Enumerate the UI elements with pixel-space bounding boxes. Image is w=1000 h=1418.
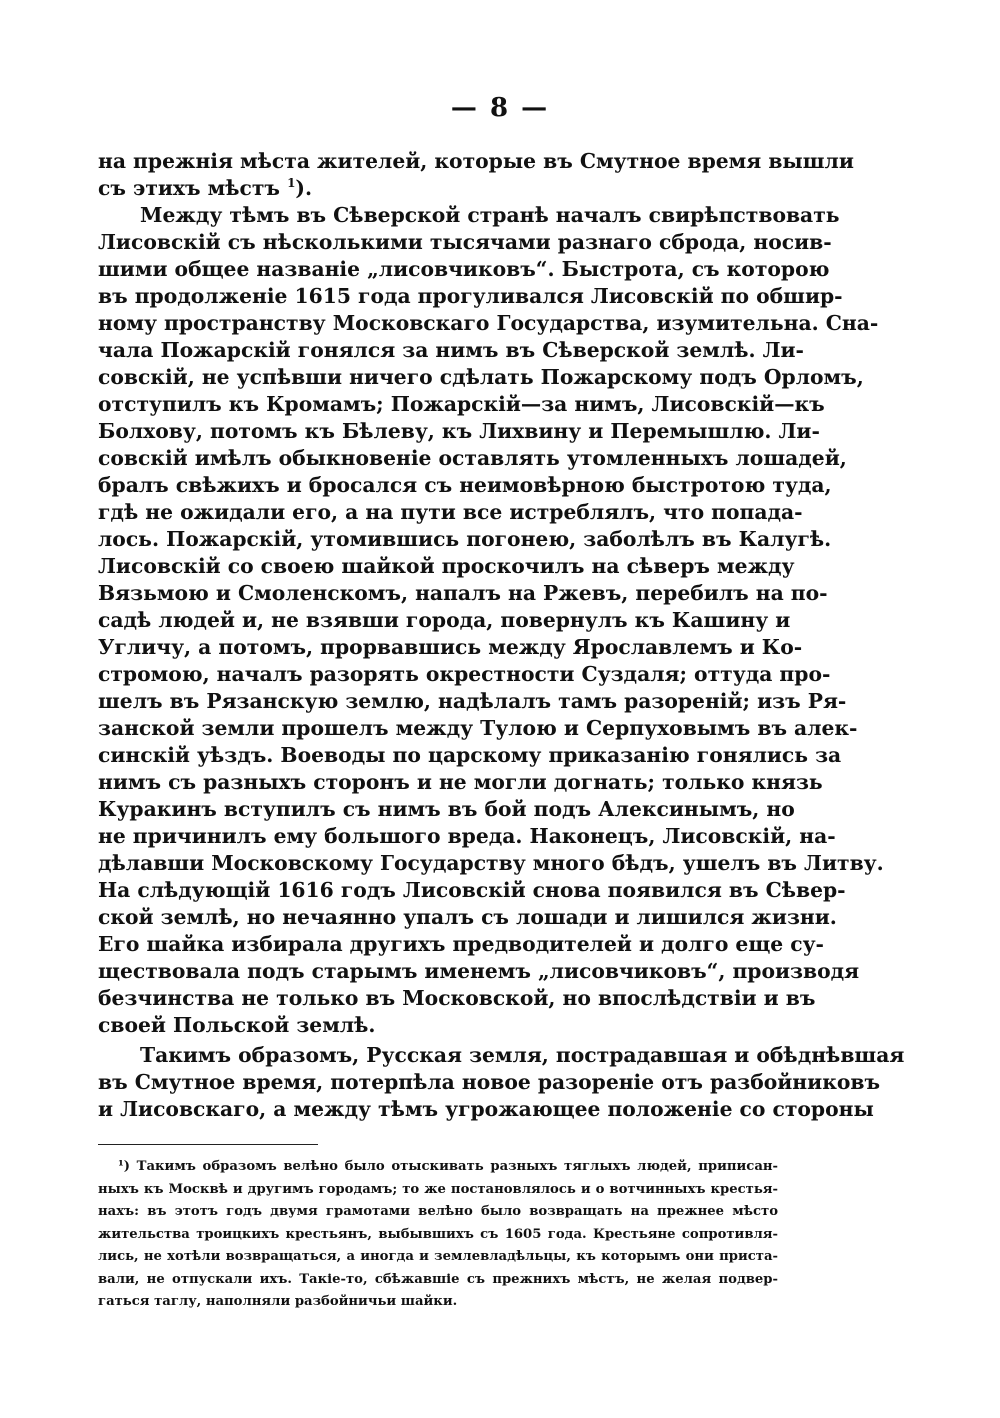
footnote (98, 1156, 778, 1314)
footnote-divider (98, 1144, 318, 1145)
text-line: на прежнія мѣста жителей, которые въ Смутное время вышли (98, 149, 854, 173)
text-line: занской земли прошелъ между Тулою и Серпуховымъ въ алек- (98, 716, 858, 740)
text-line: Его шайка избирала другихъ предводителей и долго еще су- (98, 932, 824, 956)
footnote-line: нахъ: въ этотъ годъ двумя грамотами велѣно было возвращать на прежнее мѣсто (98, 1204, 778, 1219)
text-line: чала Пожарскій гонялся за нимъ въ Сѣверской землѣ. Ли- (98, 338, 804, 362)
footnote-text: Такимъ образомъ велѣно было отыскивать разныхъ тяглыхъ людей, приписан- (136, 1159, 778, 1174)
text-line: и Лисовскаго, а между тѣмъ угрожающее положеніе со стороны (98, 1097, 874, 1121)
text-line: гдѣ не ожидали его, а на пути все истреблялъ, что попада- (98, 500, 803, 524)
text-line: съ этихъ мѣстъ $^1$). (98, 176, 313, 200)
text-line: ному пространству Московскаго Государства, изумительна. Сна- (98, 311, 879, 335)
text-line: ществовала подъ старымъ именемъ „лисовчиковъ“, производя (98, 959, 860, 983)
footnote-marker: ¹) (118, 1159, 131, 1174)
text-line: лось. Пожарскій, утомившись погонею, заболѣлъ въ Калугѣ. (98, 527, 832, 551)
text-fragment: съ этихъ мѣстъ (98, 176, 280, 200)
text-line: въ Смутное время, потерпѣла новое разореніе отъ разбойниковъ (98, 1070, 881, 1094)
text-line: ской землѣ, но нечаянно упалъ съ лошади и лишился жизни. (98, 905, 837, 929)
footnote-line: вали, не отпускали ихъ. Такіе-то, сбѣжавшіе съ прежнихъ мѣстъ, не желая подвер- (98, 1271, 778, 1287)
text-line: Вязьмою и Смоленскомъ, напалъ на Ржевъ, перебилъ на по- (98, 581, 828, 605)
text-line: шими общее названіе „лисовчиковъ“. Быстрота, съ которою (98, 257, 830, 281)
text-line: нимъ съ разныхъ сторонъ и не могли догнать; только князь (98, 770, 823, 794)
text-line: Такимъ образомъ, Русская земля, пострадавшая и обѣднѣвшая (140, 1043, 905, 1067)
footnote-line: лись, не хотѣли возвращаться, а иногда и землевладѣльцы, къ которымъ они приста- (98, 1249, 778, 1264)
text-line: шелъ въ Рязанскую землю, надѣлалъ тамъ разореній; изъ Ря- (98, 689, 847, 713)
text-line: Между тѣмъ въ Сѣверской странѣ началъ свирѣпствовать (140, 203, 840, 227)
footnote-line: гаться таглу, наполняли разбойничьи шайки. (98, 1294, 458, 1309)
text-line: не причинилъ ему большого вреда. Наконецъ, Лисовскій, на- (98, 824, 836, 848)
footnote-reference[interactable]: 1 (287, 176, 296, 190)
text-line: стромою, началъ разорять окрестности Суздаля; оттуда про- (98, 662, 831, 686)
text-line: безчинства не только въ Московской, но впослѣдствіи и въ (98, 986, 816, 1010)
main-text (98, 148, 905, 1123)
text-line: Болхову, потомъ къ Бѣлеву, къ Лихвину и Перемышлю. Ли- (98, 419, 820, 443)
text-line: совскій, не успѣвши ничего сдѣлать Пожарскому подъ Орломъ, (98, 365, 864, 389)
page-number: — 8 — (450, 93, 550, 123)
text-line: Лисовскій со своею шайкой проскочилъ на сѣверъ между (98, 554, 795, 578)
text-line: совскій имѣлъ обыкновеніе оставлять утомленныхъ лошадей, (98, 446, 847, 470)
text-line: синскій уѣздъ. Воеводы по царскому приказанію гонялись за (98, 743, 842, 767)
text-line: дѣлавши Московскому Государству много бѣдъ, ушелъ въ Литву. (98, 851, 884, 875)
text-line: бралъ свѣжихъ и бросался съ неимовѣрною быстротою туда, (98, 473, 832, 497)
text-line: Куракинъ вступилъ съ нимъ въ бой подъ Алексинымъ, но (98, 797, 795, 821)
footnote-line: ныхъ къ Москвѣ и другимъ городамъ; то же постановлялось и о вотчинныхъ крестья- (98, 1181, 778, 1197)
footnote-line (98, 1156, 778, 1179)
paragraph (98, 202, 884, 1039)
text-line: Угличу, а потомъ, прорвавшись между Ярославлемъ и Ко- (98, 635, 803, 659)
text-line: садѣ людей и, не взявши города, повернулъ къ Кашину и (98, 608, 791, 632)
text-line: Лисовскій съ нѣсколькими тысячами разнаго сброда, носив- (98, 230, 832, 254)
footnote-line: жительства троицкихъ крестьянъ, выбывшихъ съ 1605 года. Крестьяне сопротивля- (98, 1226, 778, 1242)
text-line: На слѣдующій 1616 годъ Лисовскій снова появился въ Сѣвер- (98, 878, 846, 902)
text-line: въ продолженіе 1615 года прогуливался Лисовскій по обшир- (98, 284, 843, 308)
text-line: своей Польской землѣ. (98, 1013, 376, 1037)
paragraph (98, 148, 854, 202)
text-line: отступилъ къ Кромамъ; Пожарскій—за нимъ, Лисовскій—къ (98, 392, 825, 416)
paragraph (98, 1042, 905, 1123)
